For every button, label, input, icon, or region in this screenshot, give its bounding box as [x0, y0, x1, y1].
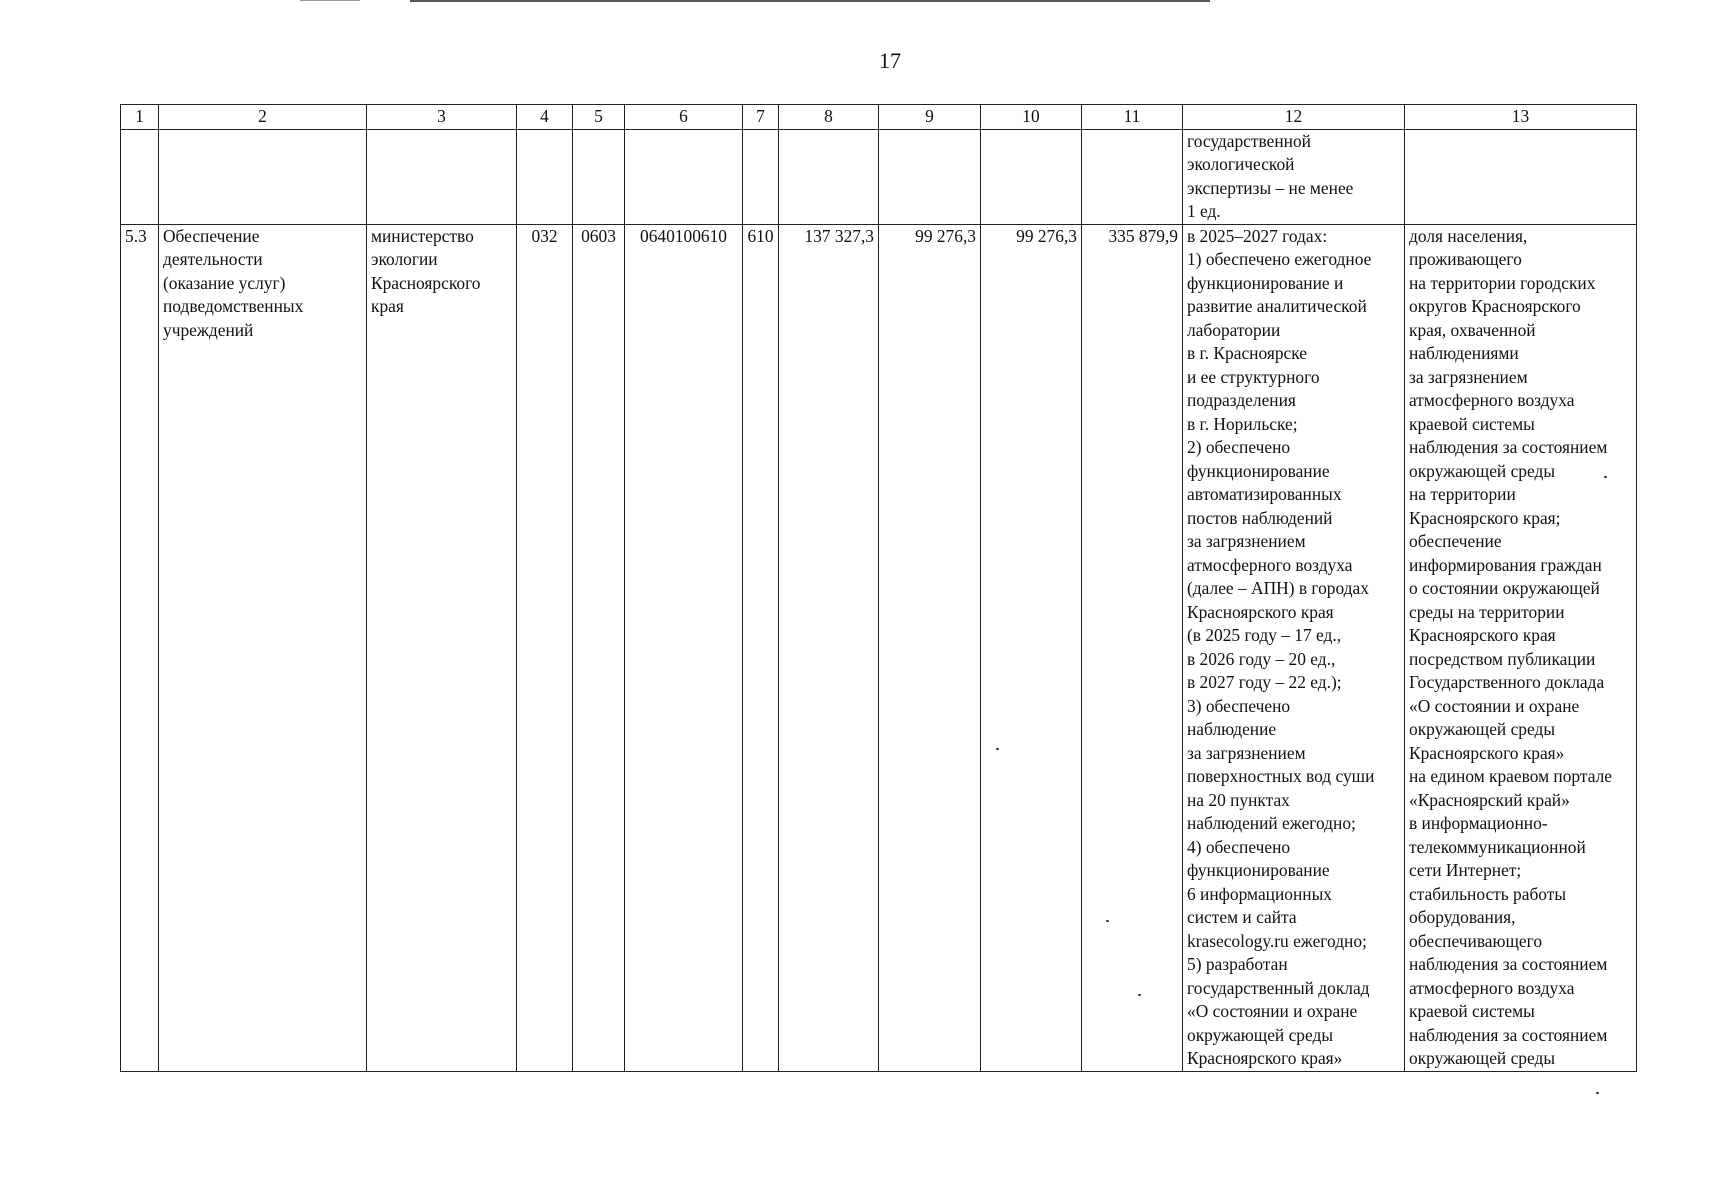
text-line: в 2026 году – 20 ед.,: [1187, 648, 1336, 669]
text-line: функционирование и: [1187, 272, 1344, 293]
text-line: атмосферного воздуха: [1409, 390, 1575, 410]
text-line: Обеспечение: [163, 225, 260, 246]
text-line: за загрязнением: [1409, 366, 1528, 387]
amount-2025-cell: 137 327,3: [779, 224, 879, 1071]
text-line: Красноярского края»: [1187, 1048, 1343, 1068]
target-indicator-cell: [1405, 224, 1637, 1071]
text-line: 1) обеспечено ежегодное: [1187, 249, 1372, 269]
text-line: наблюдение: [1187, 719, 1277, 739]
text-line: наблюдения за состоянием: [1409, 437, 1608, 457]
text-line: подведомственных: [163, 296, 304, 316]
text-line: на едином краевом портале: [1409, 766, 1612, 786]
text-line: (в 2025 году – 17 ед.,: [1187, 625, 1342, 645]
grbs-code-cell: 032: [517, 224, 573, 1071]
text-line: Красноярского края;: [1409, 507, 1561, 528]
text-line: (далее – АПН) в городах: [1187, 578, 1369, 598]
text-line: 5) разработан: [1187, 954, 1288, 974]
vr-code-cell: 610: [743, 224, 779, 1071]
column-number-header: 7: [743, 105, 779, 130]
text-line: систем и сайта: [1187, 907, 1297, 927]
activity-name-cell: [159, 224, 367, 1071]
text-line: на территории городских: [1409, 272, 1596, 293]
text-line: оборудования,: [1409, 907, 1516, 927]
text-line: атмосферного воздуха: [1409, 977, 1575, 998]
text-line: автоматизированных: [1187, 484, 1342, 504]
text-line: «О состоянии и охране: [1187, 1001, 1358, 1021]
text-line: 6 информационных: [1187, 883, 1332, 904]
text-line: среды на территории: [1409, 601, 1565, 622]
column-number-header: 13: [1405, 105, 1637, 130]
text-line: информирования граждан: [1409, 554, 1602, 575]
amount-2027-cell: 99 276,3: [981, 224, 1082, 1071]
column-number-header: 1: [121, 105, 159, 130]
text-line: подразделения: [1187, 390, 1296, 410]
text-line: Красноярского края: [1409, 625, 1556, 645]
text-line: обеспечивающего: [1409, 930, 1543, 951]
text-line: функционирование: [1187, 860, 1330, 880]
column-number-header: 4: [517, 105, 573, 130]
scan-speck: [1596, 1092, 1599, 1094]
text-line: Государственного доклада: [1409, 672, 1605, 692]
text-line: экспертизы – не менее: [1187, 177, 1354, 198]
column-number-header: 10: [981, 105, 1082, 130]
continued-result-cell: [1183, 129, 1405, 224]
text-line: деятельности: [163, 249, 263, 269]
rzpr-code-cell: 0603: [573, 224, 625, 1071]
text-line: учреждений: [163, 319, 254, 340]
column-number-header: 5: [573, 105, 625, 130]
text-line: окружающей среды: [1409, 460, 1556, 481]
text-line: атмосферного воздуха: [1187, 554, 1353, 575]
text-line: окружающей среды: [1409, 719, 1556, 739]
text-line: 2) обеспечено: [1187, 437, 1291, 457]
text-line: 4) обеспечено: [1187, 836, 1291, 857]
text-line: 3) обеспечено: [1187, 695, 1291, 716]
text-line: края, охваченной: [1409, 319, 1536, 340]
text-line: и ее структурного: [1187, 366, 1320, 387]
scan-speck: [1106, 920, 1109, 922]
text-line: за загрязнением: [1187, 742, 1306, 763]
text-line: в г. Норильске;: [1187, 413, 1298, 434]
column-number-row: [121, 105, 1637, 130]
text-line: Красноярского: [371, 272, 481, 293]
text-line: окружающей среды: [1409, 1048, 1556, 1068]
text-line: на 20 пунктах: [1187, 789, 1290, 810]
column-number-header: 11: [1082, 105, 1183, 130]
amount-2026-cell: 99 276,3: [879, 224, 981, 1071]
text-line: телекоммуникационной: [1409, 836, 1586, 857]
text-line: Красноярского края»: [1409, 742, 1565, 763]
text-line: краевой системы: [1409, 413, 1535, 434]
page-number: 17: [879, 48, 901, 73]
column-number-header: 8: [779, 105, 879, 130]
executor-cell: [367, 224, 517, 1071]
text-line: обеспечение: [1409, 531, 1502, 551]
scan-top-edge-line: [410, 0, 1210, 2]
text-line: государственный доклад: [1187, 977, 1370, 998]
text-line: (оказание услуг): [163, 272, 286, 293]
text-line: проживающего: [1409, 249, 1522, 269]
row-number-cell: 5.3: [121, 224, 159, 1071]
text-line: в 2027 году – 22 ед.);: [1187, 672, 1342, 692]
column-number-header: 3: [367, 105, 517, 130]
text-line: наблюдения за состоянием: [1409, 1024, 1608, 1045]
text-line: наблюдениями: [1409, 343, 1519, 363]
text-line: доля населения,: [1409, 225, 1528, 246]
column-number-header: 2: [159, 105, 367, 130]
text-line: за загрязнением: [1187, 531, 1306, 551]
text-line: края: [371, 296, 404, 316]
column-number-header: 6: [625, 105, 743, 130]
text-line: krasecology.ru ежегодно;: [1187, 930, 1367, 951]
text-line: в 2025–2027 годах:: [1187, 225, 1328, 246]
text-line: «Красноярский край»: [1409, 789, 1570, 810]
text-line: государственной: [1187, 130, 1311, 151]
program-activities-table: [120, 104, 1637, 1072]
text-line: экологической: [1187, 154, 1295, 174]
text-line: на территории: [1409, 484, 1516, 504]
text-line: в г. Красноярске: [1187, 343, 1307, 363]
text-line: экологии: [371, 249, 438, 269]
scan-speck: [1604, 476, 1607, 478]
amount-total-cell: 335 879,9: [1082, 224, 1183, 1071]
text-line: функционирование: [1187, 460, 1330, 481]
text-line: о состоянии окружающей: [1409, 578, 1600, 598]
text-line: развитие аналитической: [1187, 296, 1367, 316]
scan-speck: [996, 748, 999, 750]
text-line: окружающей среды: [1187, 1024, 1334, 1045]
text-line: «О состоянии и охране: [1409, 695, 1580, 716]
text-line: в информационно-: [1409, 813, 1548, 833]
text-line: 1 ед.: [1187, 201, 1221, 221]
text-line: округов Красноярского: [1409, 296, 1581, 316]
table-row: [121, 224, 1637, 1071]
text-line: наблюдений ежегодно;: [1187, 813, 1356, 833]
csr-code-cell: 0640100610: [625, 224, 743, 1071]
text-line: постов наблюдений: [1187, 507, 1333, 528]
column-number-header: 12: [1183, 105, 1405, 130]
text-line: Красноярского края: [1187, 601, 1334, 622]
text-line: посредством публикации: [1409, 648, 1596, 669]
text-line: сети Интернет;: [1409, 860, 1522, 880]
scan-top-edge-line: [300, 0, 360, 1]
scan-speck: [1138, 994, 1141, 996]
text-line: стабильность работы: [1409, 883, 1567, 904]
column-number-header: 9: [879, 105, 981, 130]
continued-row: [121, 129, 1637, 224]
text-line: краевой системы: [1409, 1001, 1535, 1021]
text-line: поверхностных вод суши: [1187, 766, 1375, 786]
text-line: лаборатории: [1187, 319, 1281, 340]
text-line: министерство: [371, 225, 474, 246]
expected-result-cell: [1183, 224, 1405, 1071]
text-line: наблюдения за состоянием: [1409, 954, 1608, 974]
